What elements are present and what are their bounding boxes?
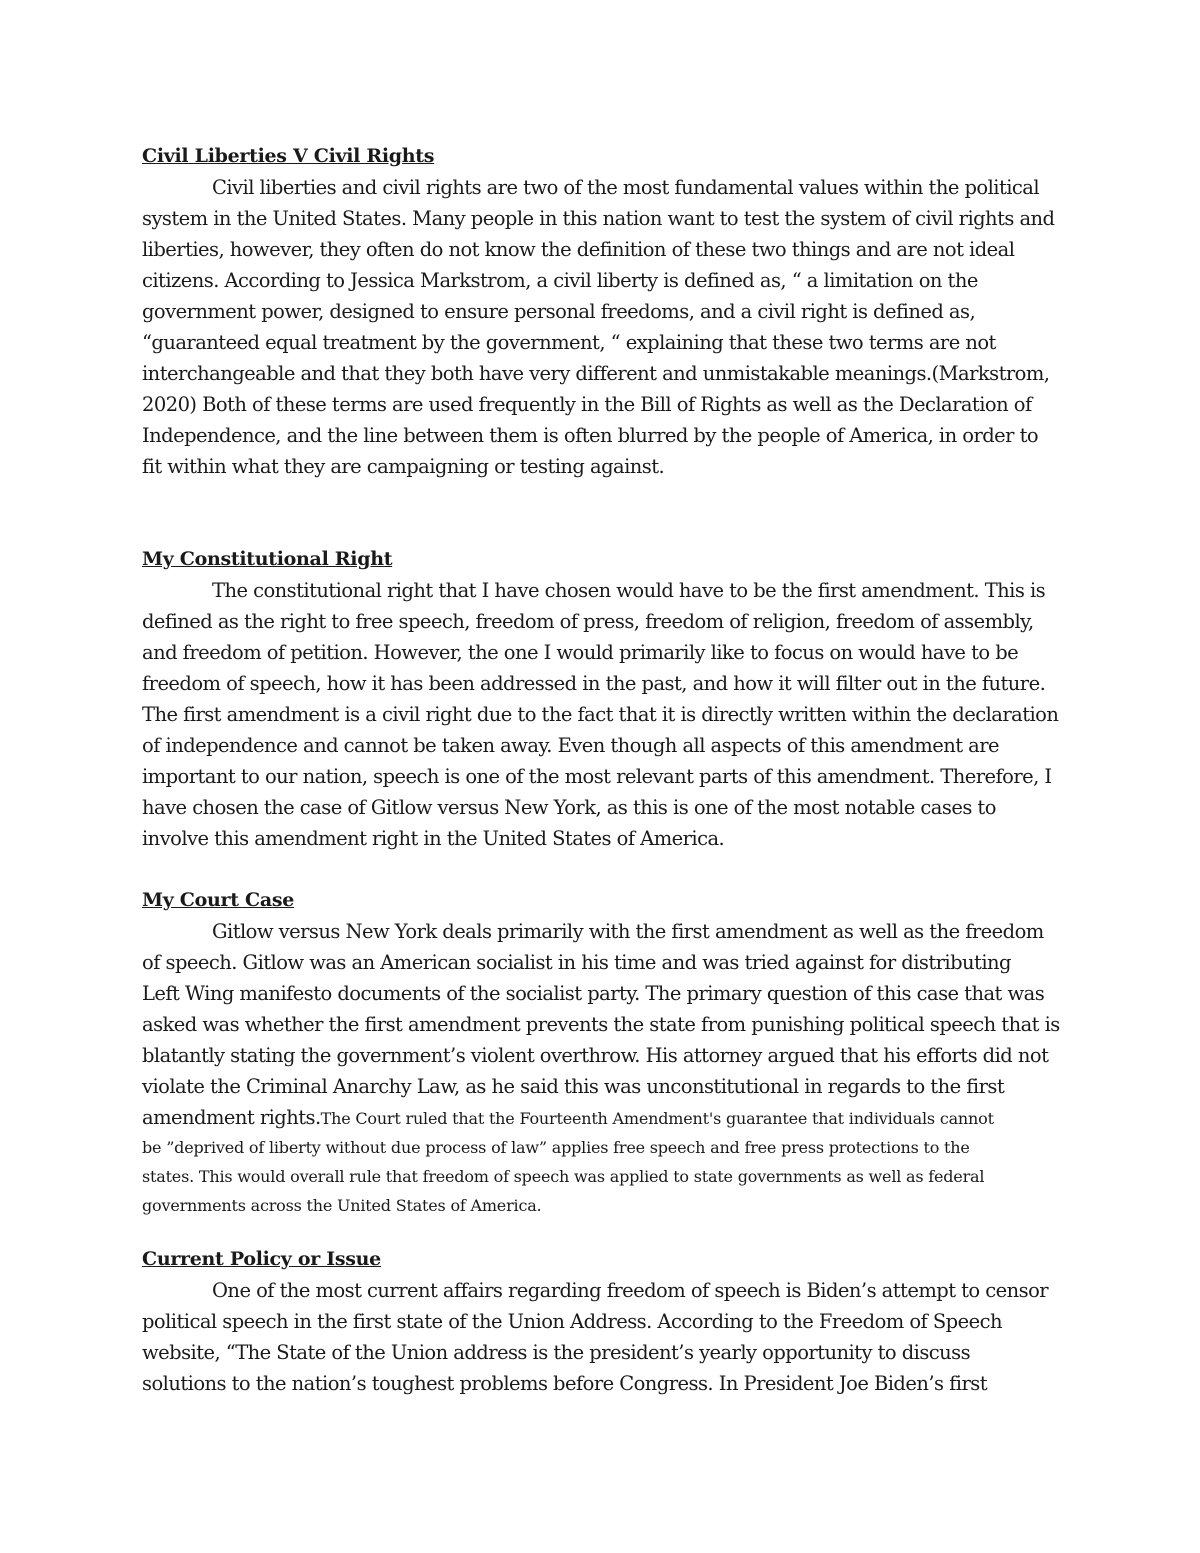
paragraph-line: important to our nation, speech is one of the most relevant parts of this amendment. Therefore, I [142,765,1052,788]
spacer [142,1220,1062,1244]
paragraph-line: system in the United States. Many people in this nation want to test the system of civil rights and [142,207,1055,230]
paragraph-line: website, “The State of the Union address is the president’s yearly opportunity to discuss [142,1341,971,1364]
paragraph-line: fit within what they are campaigning or testing against. [142,455,665,478]
paragraph-line: The constitutional right that I have chosen would have to be the first amendment. This is [212,579,1046,602]
paragraph-line: One of the most current affairs regarding freedom of speech is Biden’s attempt to censor [212,1279,1049,1302]
paragraph-line: asked was whether the first amendment prevents the state from punishing political speech that is [142,1013,1060,1036]
paragraph-line: Civil liberties and civil rights are two of the most fundamental values within the political [212,176,1040,199]
paragraph-line-small: governments across the United States of America. [142,1196,542,1215]
section-heading: My Court Case [142,889,295,911]
section-constitutional-right [142,544,1062,854]
section-heading: My Constitutional Right [142,548,393,570]
section-heading: Current Policy or Issue [142,1248,381,1270]
paragraph-line: of independence and cannot be taken away. Even though all aspects of this amendment are [142,734,1000,757]
page-body [142,141,1062,1399]
paragraph-line-small: be ”deprived of liberty without due process of law” applies free speech and free press protections to the [142,1138,970,1157]
section-current-policy [142,1244,1062,1399]
paragraph-line: liberties, however, they often do not know the definition of these two things and are not ideal [142,238,1015,261]
paragraph-line: involve this amendment right in the United States of America. [142,827,725,850]
paragraph-line: Independence, and the line between them is often blurred by the people of America, in order to [142,424,1039,447]
paragraph-line: violate the Criminal Anarchy Law, as he said this was unconstitutional in regards to the first [142,1075,1005,1098]
paragraph-line: government power, designed to ensure personal freedoms, and a civil right is defined as, [142,300,976,323]
paragraph-line: of speech. Gitlow was an American socialist in his time and was tried against for distributing [142,951,1011,974]
spacer [142,482,1062,544]
section-heading: Civil Liberties V Civil Rights [142,145,435,167]
paragraph-line: and freedom of petition. However, the one I would primarily like to focus on would have to be [142,641,1019,664]
paragraph-text-small: The Court ruled that the Fourteenth Amendment's guarantee that individuals cannot [320,1109,994,1128]
paragraph-line: freedom of speech, how it has been addressed in the past, and how it will filter out in the future. [142,672,1046,695]
paragraph-line: Gitlow versus New York deals primarily with the first amendment as well as the freedom [212,920,1044,943]
paragraph-line: interchangeable and that they both have very different and unmistakable meanings.(Markstrom, [142,362,1050,385]
paragraph-line: blatantly stating the government’s violent overthrow. His attorney argued that his efforts did not [142,1044,1049,1067]
paragraph-text: amendment rights. [142,1106,321,1129]
paragraph-line-small: states. This would overall rule that freedom of speech was applied to state governments as well as federal [142,1167,985,1186]
paragraph-line: “guaranteed equal treatment by the government, “ explaining that these two terms are not [142,331,996,354]
paragraph-line: Left Wing manifesto documents of the socialist party. The primary question of this case that was [142,982,1045,1005]
paragraph-line-mixed [142,1102,1062,1133]
paragraph-line: citizens. According to Jessica Markstrom, a civil liberty is defined as, “ a limitation on the [142,269,978,292]
paragraph-line: political speech in the first state of the Union Address. According to the Freedom of Speech [142,1310,1002,1333]
paragraph-line: defined as the right to free speech, freedom of press, freedom of religion, freedom of assembly, [142,610,1034,633]
paragraph-line: have chosen the case of Gitlow versus New York, as this is one of the most notable cases to [142,796,996,819]
paragraph-line: 2020) Both of these terms are used frequently in the Bill of Rights as well as the Declaration of [142,393,1032,416]
spacer [142,854,1062,885]
paragraph-line: The first amendment is a civil right due to the fact that it is directly written within the declaration [142,703,1059,726]
section-civil-liberties [142,141,1062,482]
paragraph-line: solutions to the nation’s toughest problems before Congress. In President Joe Biden’s first [142,1372,987,1395]
section-court-case [142,885,1062,1220]
